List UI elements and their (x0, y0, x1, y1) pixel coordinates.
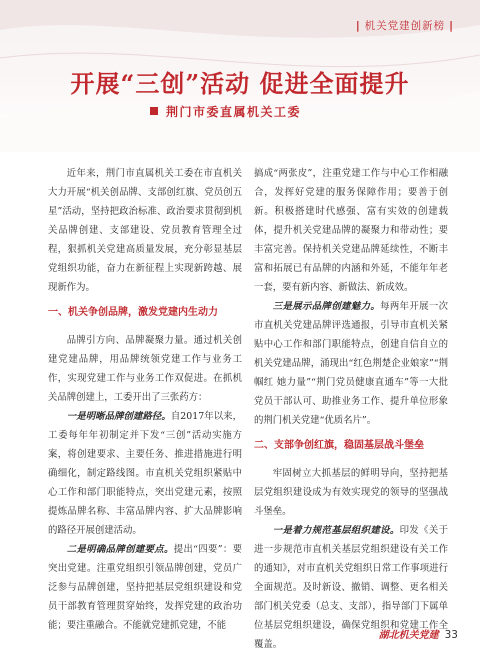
magazine-name: 湖北机关党建 (378, 630, 439, 641)
section-heading-1: 一、机关争创品牌，激发党建内生动力 (48, 307, 218, 318)
paragraph (48, 540, 242, 635)
paragraph: 搞成“两张皮”，注重党建工作与中心工作相融合，发挥好党建的服务保障作用；要善于创新。积极搭建时代感强、富有实效的创建载体，提升机关党建品牌的凝聚力和带动性；要丰富完善。保持机关党建品牌延续性，不断丰富和拓展已有品牌的内涵和外延，不能年年老一套，要有新内容、新做法、新成效。 (254, 168, 448, 293)
paragraph (254, 297, 448, 430)
divider: | (449, 20, 454, 32)
paragraph-text: 自2017年以来，工委每年年初制定并下发“三创”活动实施方案，将创建要求、主要任务、推进措施进行明确细化，制定路线图。市直机关党组织紧贴中心工作和部门职能特点，突出党建元素，按照提炼品牌名称、丰富品牌内容、扩大品牌影响的路径开展创建活动。 (48, 411, 242, 536)
article-title: 开展“三创”活动 促进全面提升 (70, 69, 410, 98)
section-tag-label: 机关党建创新榜 (364, 20, 446, 32)
emphasis-lead: 一是明晰品牌创建路径。 (66, 411, 171, 422)
right-column (254, 164, 448, 654)
left-column (48, 164, 242, 635)
author-name: 荆门市委直属机关工委 (166, 105, 302, 119)
square-bullet-icon (150, 107, 158, 115)
paragraph (48, 407, 242, 540)
divider: | (355, 20, 361, 32)
page-footer (379, 626, 458, 641)
paragraph-text: 印发《关于进一步规范市直机关基层党组织建设有关工作的通知》，对市直机关党组织日常工作事项进行全面规范。及时新设、撤销、调整、更名相关部门机关党委（总支、支部），指导部门下属单位基层党组织建设，确保党组织和党建工作全覆盖。 (254, 525, 448, 650)
paragraph: 牢固树立大抓基层的鲜明导向，坚持把基层党组织建设成为有效实现党的领导的坚强战斗堡垒。 (254, 468, 448, 517)
emphasis-lead: 三是展示品牌创建魅力。 (272, 301, 381, 312)
emphasis-lead: 二是明确品牌创建要点。 (66, 544, 174, 555)
paragraph-text: 每两年开展一次市直机关党建品牌评选通报，引导市直机关紧贴中心工作和部门职能特点，创建自信自立的机关党建品牌，涌现出“红色荆楚企业娘家”“荆帼红 她力量”“荆门党员健康直通车”等一大批党员干部认可、助推业务工作、提升单位形象的荆门机关党建“优质名片”。 (254, 301, 448, 426)
intro-paragraph: 近年来，荆门市直属机关工委在市直机关大力开展“机关创品牌、支部创红旗、党员创五星”活动，坚持把政治标准、政治要求贯彻到机关品牌创建、支部建设、党员教育管理全过程，狠抓机关党建高质量发展，充分彰显基层党组织功能，奋力在新征程上实现新跨越、展现新作为。 (48, 168, 242, 293)
author-line (150, 103, 301, 120)
paragraph: 品牌引方向、品牌凝聚力量。通过机关创建党建品牌，用品牌统领党建工作与业务工作，实现党建工作与业务工作双促进。在抓机关品牌创建上，工委开出了三张药方： (48, 335, 242, 403)
section-heading-2: 二、支部争创红旗，稳固基层战斗堡垒 (254, 440, 424, 451)
emphasis-lead: 一是着力规范基层组织建设。 (272, 525, 400, 536)
page-number: 33 (444, 629, 458, 641)
section-tag (352, 18, 458, 33)
paragraph-text: 提出“四要”：要突出党建。注重党组织引领品牌创建，党员广泛参与品牌创建，坚持把基层党组织建设和党员干部教育管理贯穿始终，发挥党建的政治功能；要注重融合。不能就党建抓党建，不能 (48, 544, 242, 631)
